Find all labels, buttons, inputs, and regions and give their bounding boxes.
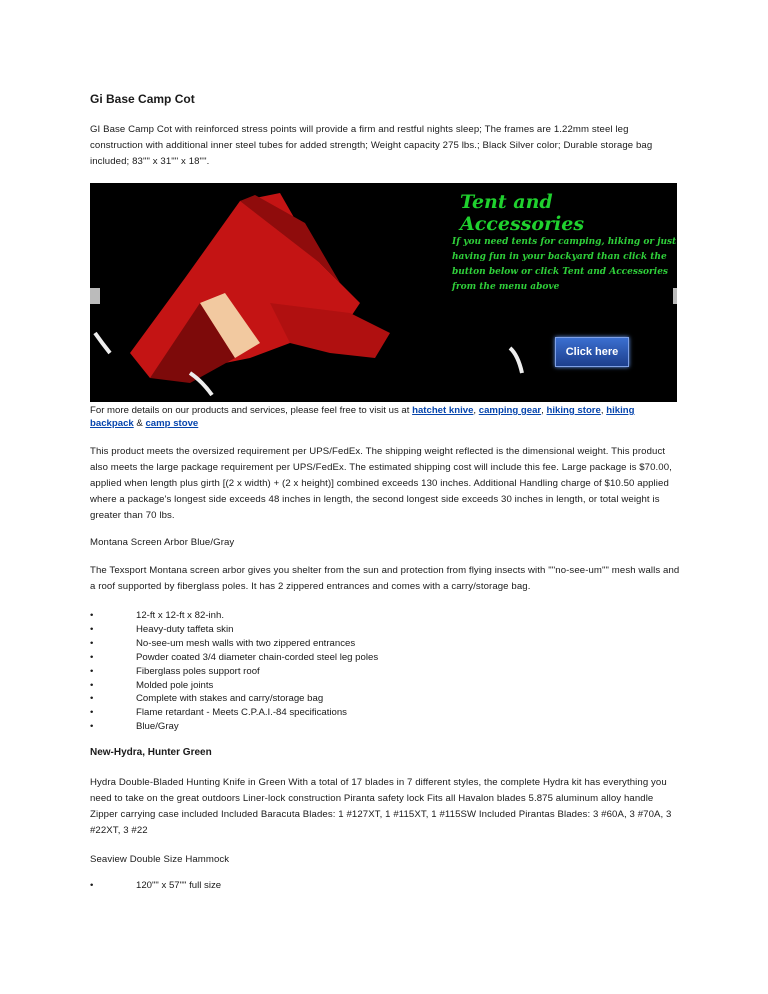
bullet-icon: •: [90, 693, 94, 705]
montana-feature-list: [90, 609, 680, 734]
link-camping-gear[interactable]: camping gear: [478, 405, 542, 416]
paragraph-montana: The Texsport Montana screen arbor gives you shelter from the sun and protection from flying insects with ""no-see-um"" mesh walls and a roof supported by fiberglass poles. It has 2 zippered entrances and comes with a carry/storage bag.: [90, 565, 680, 592]
paragraph-hydra: Hydra Double-Bladed Hunting Knife in Green With a total of 17 blades in 7 different styles, the complete Hydra kit has everything you need to take on the great outdoors Liner-lock construction Piranta safety lock Fits all Havalon blades 5.875 aluminum alloy handle Zipper carrying case included Included Baracuta Blades: 1 #127XT, 1 #115XT, 1 #115SW Included Pirantas Blades: 3 #60A, 3 #70A, 3 #22XT, 3 #22: [90, 777, 672, 836]
tent-stake-left: [95, 333, 110, 353]
links-sep4: &: [133, 418, 146, 429]
list-item: • Blue/Gray: [90, 721, 179, 733]
heading-gi-base-camp-cot: Gi Base Camp Cot: [90, 92, 195, 106]
bullet-icon: •: [90, 707, 94, 719]
heading-new-hydra: New-Hydra, Hunter Green: [90, 747, 212, 758]
bullet-icon: •: [90, 721, 94, 733]
carousel-prev-arrow[interactable]: [90, 288, 100, 304]
list-item: • No-see-um mesh walls with two zippered entrances: [90, 637, 356, 649]
tent-stake-right: [510, 348, 522, 373]
links-sep2: ,: [541, 405, 547, 416]
paragraph-shipping: This product meets the oversized requirement per UPS/FedEx. The shipping weight reflected is the dimensional weight. This product also meets the large package requirement per UPS/FedEx. The estimated shipping cost will include this fee. Large package is $70.00, applied when length plus girth [(2 x width) + (2 x height)] combined exceeds 130 inches. Additional Handling charge of $10.50 applied where a package's longest side exceeds 48 inches in length, the second longest side exceeds 30 inches in length, or total weight is greater than 70 lbs.: [90, 446, 672, 521]
heading-seaview-hammock: Seaview Double Size Hammock: [90, 854, 230, 865]
bullet-icon: •: [90, 665, 94, 677]
click-here-button[interactable]: Click here: [555, 337, 629, 367]
links-prefix: For more details on our products and services, please feel free to visit us at: [90, 405, 413, 416]
paragraph-camp-cot: GI Base Camp Cot with reinforced stress points will provide a firm and restful nights sleep; The frames are 1.22mm steel leg construction with additional inner steel tubes for added strength; Weight capacity 275 lbs.; Black Silver color; Durable storage bag included; 83"" x 31"" x 18"".: [90, 124, 653, 167]
banner-text: If you need tents for camping, hiking or just having fun in your backyard than click the button below or click Tent and Accessories from the menu above: [452, 237, 677, 292]
bullet-icon: •: [90, 880, 94, 891]
link-hiking-backpack[interactable]: hiking backpack: [90, 405, 635, 429]
link-hatchet-knive[interactable]: hatchet knive: [412, 405, 474, 416]
list-item: • Powder coated 3/4 diameter chain-corded steel leg poles: [90, 651, 379, 663]
links-paragraph: [90, 404, 680, 430]
bullet-icon: •: [90, 679, 94, 691]
list-item: • Flame retardant - Meets C.P.A.I.-84 specifications: [90, 707, 347, 719]
link-camp-stove[interactable]: camp stove: [145, 418, 199, 429]
list-item: • Fiberglass poles support roof: [90, 665, 260, 677]
bullet-icon: •: [90, 623, 94, 635]
links-sep3: ,: [600, 405, 607, 416]
bullet-icon: •: [90, 651, 94, 663]
links-sep1: ,: [473, 405, 479, 416]
link-hiking-store[interactable]: hiking store: [546, 405, 601, 416]
bullet-icon: •: [90, 610, 94, 621]
banner-title: Tent and Accessories: [460, 191, 585, 235]
list-item: • 12-ft x 12-ft x 82-inh.: [90, 610, 224, 621]
list-item: • Heavy-duty taffeta skin: [90, 623, 234, 635]
tent-side: [270, 303, 390, 358]
hammock-feature-list: [90, 879, 680, 893]
heading-montana-screen-arbor: Montana Screen Arbor Blue/Gray: [90, 537, 235, 548]
list-item: • Complete with stakes and carry/storage bag: [90, 693, 324, 705]
bullet-icon: •: [90, 637, 94, 649]
list-item: • 120"" x 57"" full size: [90, 880, 222, 891]
list-item: • Molded pole joints: [90, 679, 214, 691]
banner-image[interactable]: [90, 183, 677, 402]
